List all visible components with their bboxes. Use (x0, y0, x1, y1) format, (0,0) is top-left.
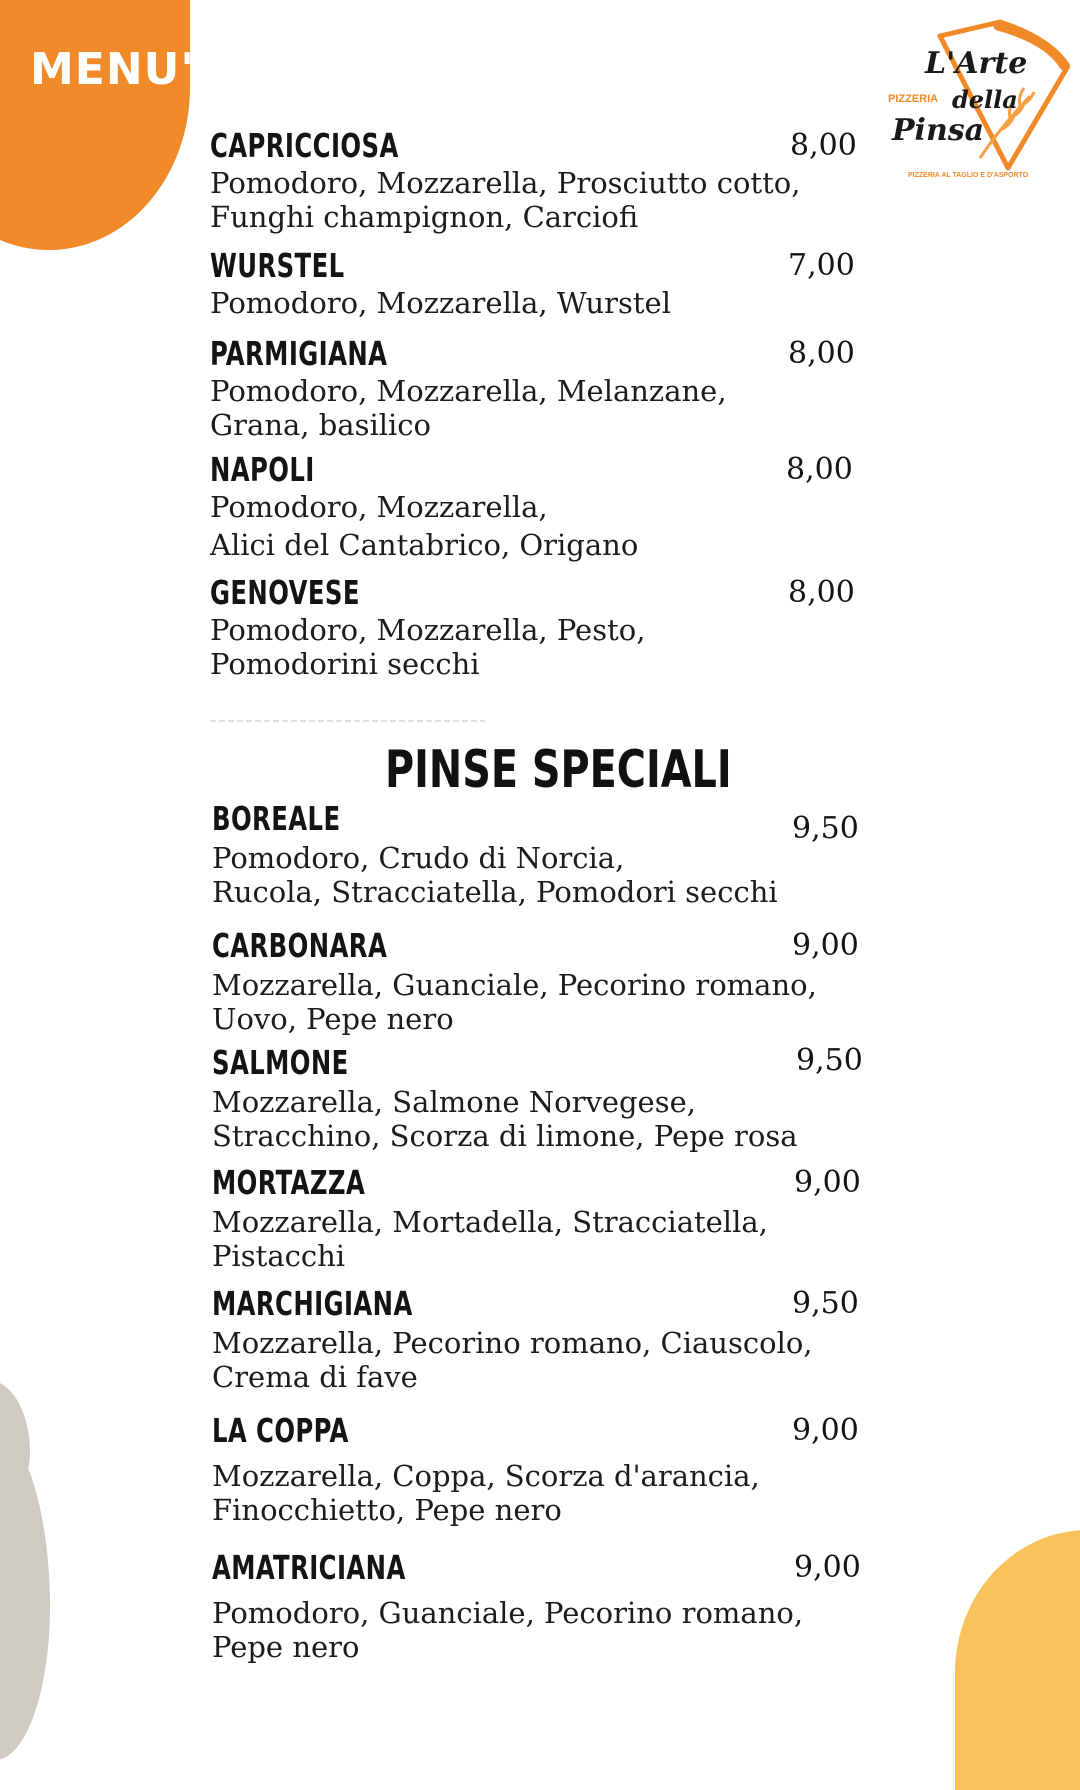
item-description-line-1: Pomodoro, Mozzarella, Pesto, (210, 613, 646, 647)
item-name: CAPRICCIOSA (210, 126, 399, 165)
item-description-line-1: Pomodoro, Mozzarella, Melanzane, (210, 374, 727, 408)
restaurant-logo (880, 18, 1070, 183)
item-price: 9,00 (794, 1550, 861, 1585)
item-price: 9,00 (792, 1413, 859, 1448)
item-name: GENOVESE (210, 573, 360, 612)
logo-tag: PIZZERIA (888, 93, 939, 105)
item-description-line-2: Finocchietto, Pepe nero (212, 1493, 562, 1527)
section-title: PINSE SPECIALI (385, 740, 732, 800)
item-description-line-2: Stracchino, Scorza di limone, Pepe rosa (212, 1119, 798, 1153)
item-description-line-1: Pomodoro, Mozzarella, Wurstel (210, 286, 671, 320)
item-name: MARCHIGIANA (212, 1284, 413, 1323)
item-description-line-1: Mozzarella, Salmone Norvegese, (212, 1085, 696, 1119)
item-name: SALMONE (212, 1043, 349, 1082)
orange-corner-shape (0, 0, 190, 250)
item-description-line-1: Mozzarella, Mortadella, Stracciatella, (212, 1205, 768, 1239)
item-name: LA COPPA (212, 1411, 349, 1450)
item-name: BOREALE (212, 799, 341, 838)
item-description-line-2: Rucola, Stracciatella, Pomodori secchi (212, 875, 778, 909)
item-name: CARBONARA (212, 926, 388, 965)
item-price: 8,00 (788, 575, 855, 610)
item-name: WURSTEL (210, 246, 345, 285)
yellow-corner-shape (955, 1530, 1080, 1790)
logo-line-3: Pinsa (892, 113, 985, 148)
item-description-line-2: Pomodorini secchi (210, 647, 480, 681)
item-description-line-2: Alici del Cantabrico, Origano (210, 528, 639, 562)
item-description-line-1: Mozzarella, Pecorino romano, Ciauscolo, (212, 1326, 813, 1360)
item-name: NAPOLI (210, 450, 315, 489)
item-price: 9,50 (796, 1043, 863, 1078)
item-price: 8,00 (788, 336, 855, 371)
dotted-divider (210, 720, 485, 722)
item-price: 9,00 (792, 928, 859, 963)
item-price: 7,00 (788, 248, 855, 283)
item-description-line-2: Grana, basilico (210, 408, 431, 442)
item-description-line-1: Pomodoro, Crudo di Norcia, (212, 841, 625, 875)
logo-line-1: L'Arte (925, 46, 1028, 81)
item-description-line-1: Mozzarella, Guanciale, Pecorino romano, (212, 968, 817, 1002)
item-price: 9,50 (792, 811, 859, 846)
item-price: 8,00 (786, 452, 853, 487)
item-name: MORTAZZA (212, 1163, 366, 1202)
item-description-line-2: Pistacchi (212, 1239, 346, 1273)
item-name: PARMIGIANA (210, 334, 388, 373)
item-price: 9,50 (792, 1286, 859, 1321)
menu-title: MENU' (30, 44, 195, 95)
logo-subtitle: PIZZERIA AL TAGLIO E D'ASPORTO (908, 172, 1029, 179)
item-name: AMATRICIANA (212, 1548, 406, 1587)
item-price: 9,00 (794, 1165, 861, 1200)
item-description-line-2: Funghi champignon, Carciofi (210, 200, 639, 234)
item-description-line-2: Crema di fave (212, 1360, 418, 1394)
item-description-line-1: Pomodoro, Guanciale, Pecorino romano, (212, 1596, 804, 1630)
item-description-line-1: Pomodoro, Mozzarella, (210, 490, 548, 524)
item-description-line-2: Uovo, Pepe nero (212, 1002, 454, 1036)
item-price: 8,00 (790, 128, 857, 163)
item-description-line-1: Pomodoro, Mozzarella, Prosciutto cotto, (210, 166, 801, 200)
item-description-line-2: Pepe nero (212, 1630, 360, 1664)
pizza-slice-logo-icon (880, 18, 1070, 183)
logo-line-2: della (952, 85, 1018, 114)
item-description-line-1: Mozzarella, Coppa, Scorza d'arancia, (212, 1459, 760, 1493)
gray-corner-shape (0, 1420, 50, 1760)
